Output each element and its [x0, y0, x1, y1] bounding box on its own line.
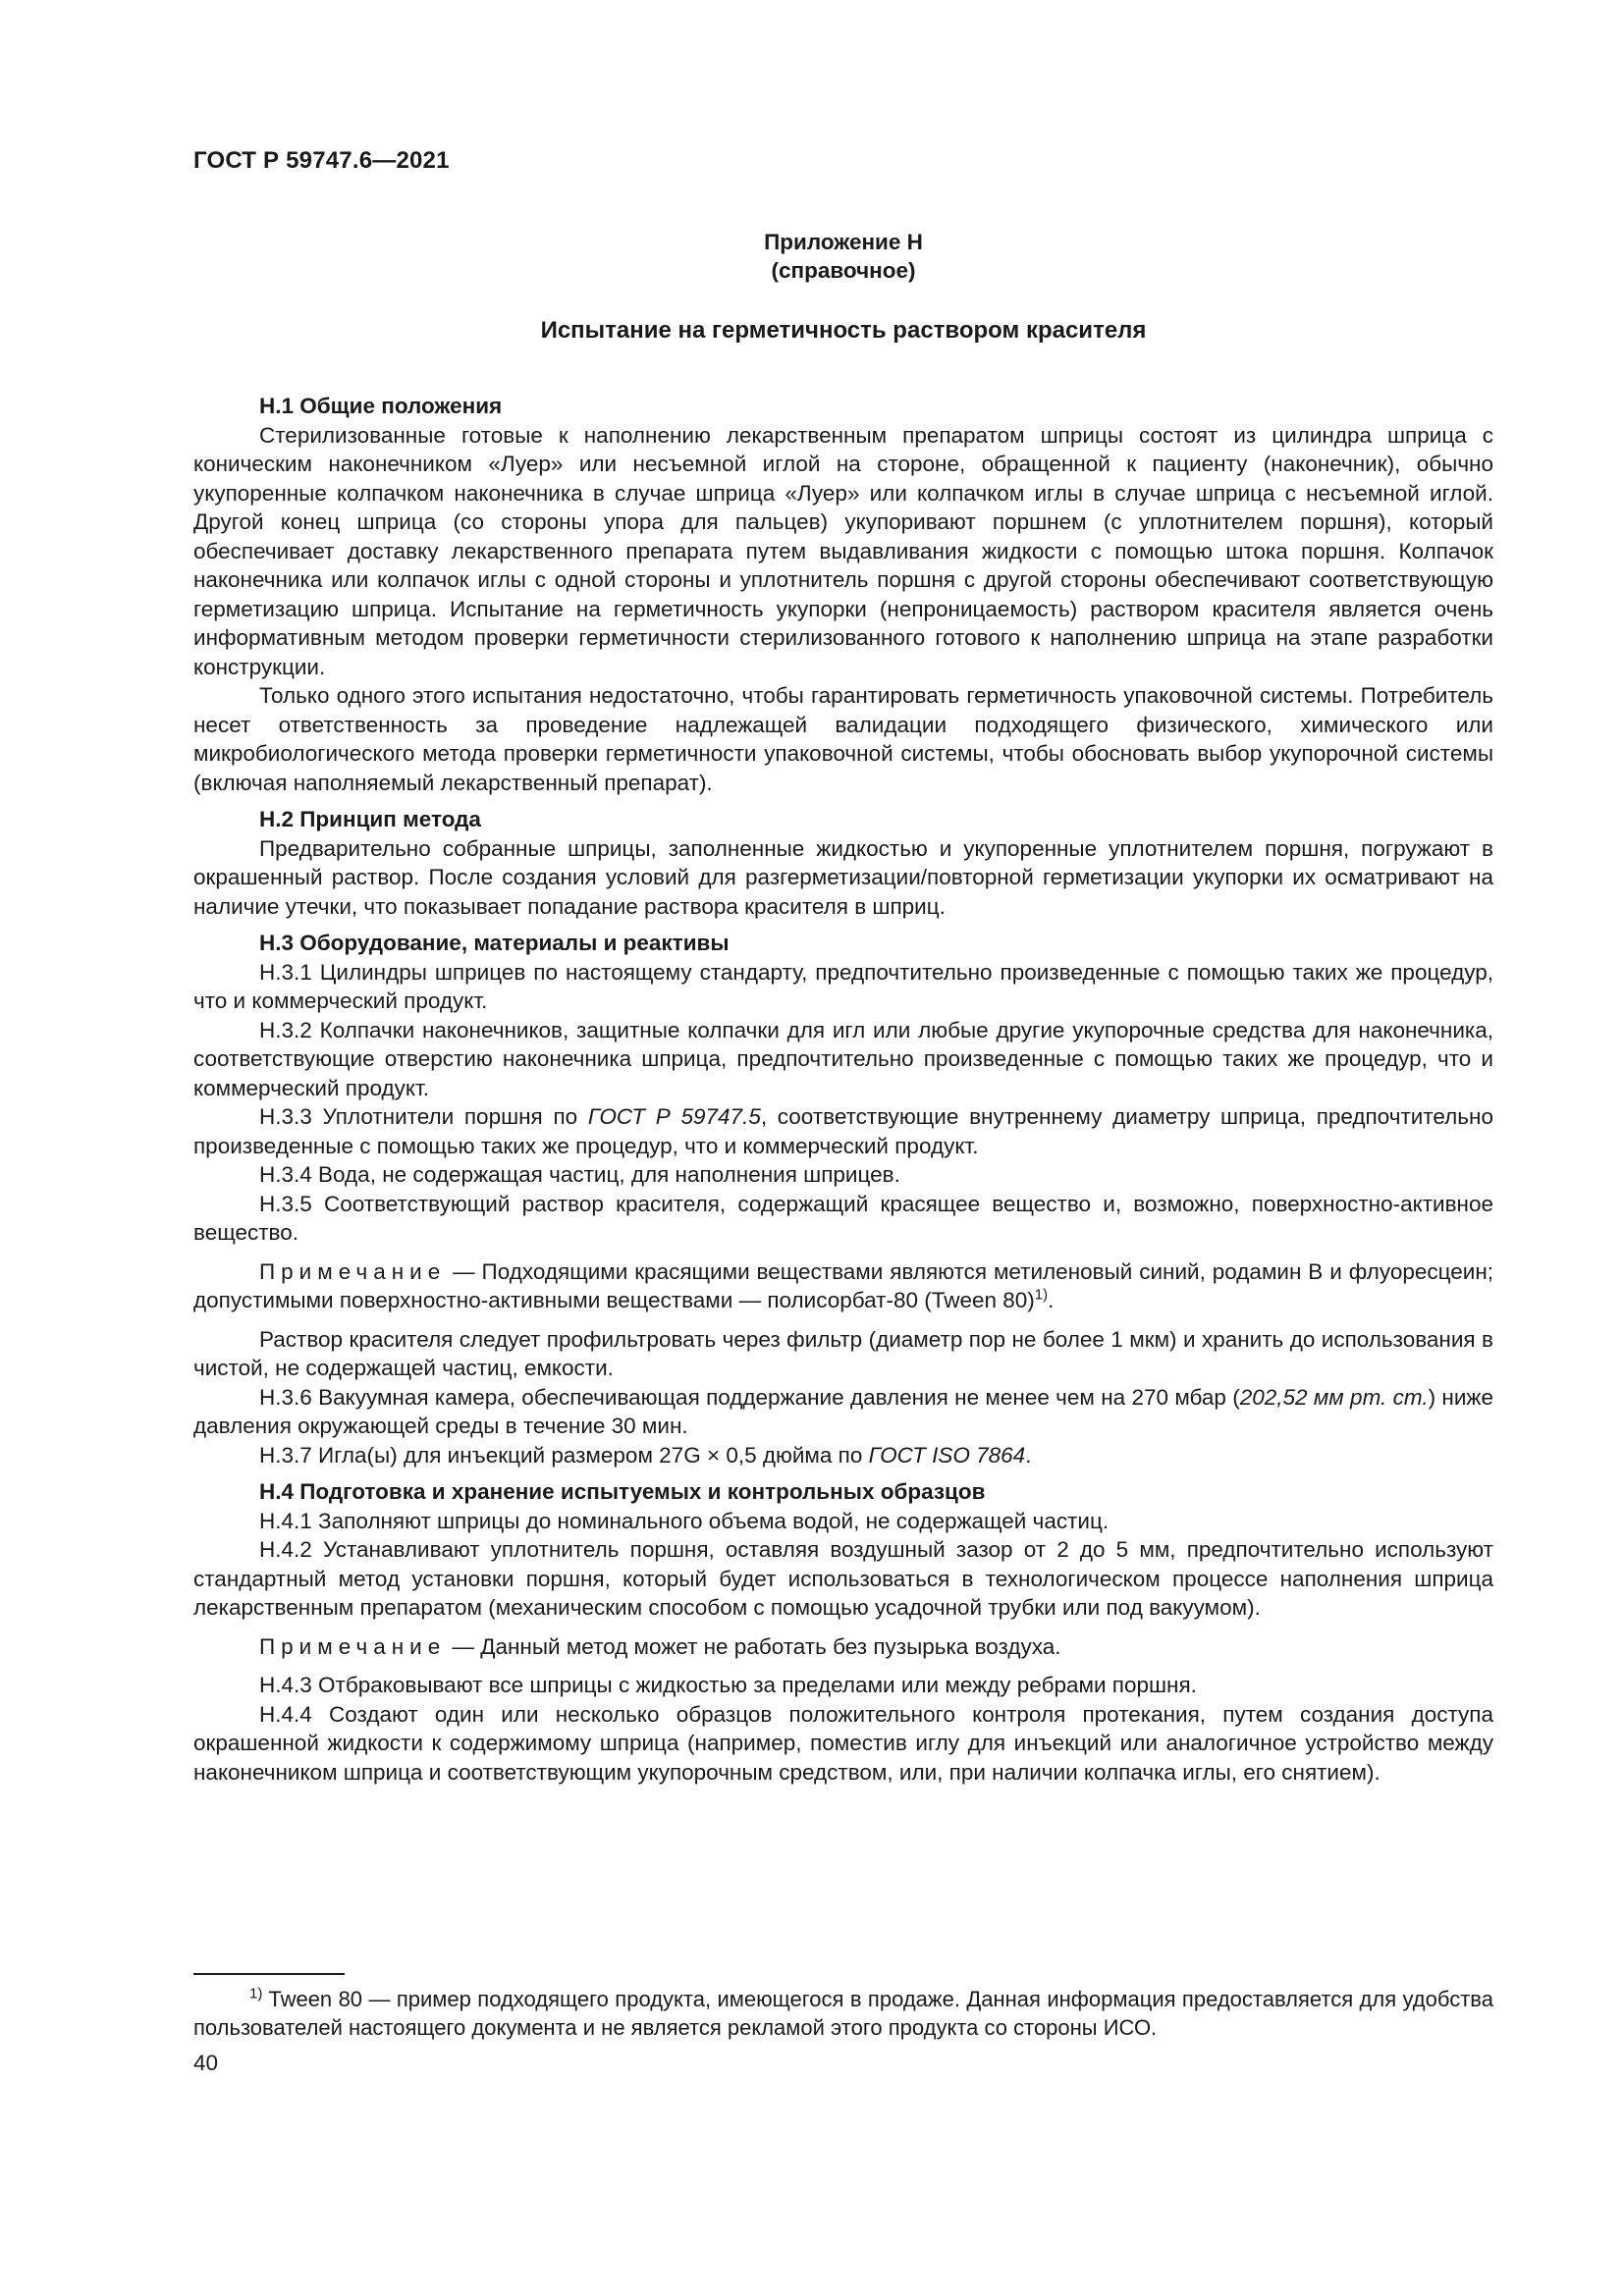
annex-title: Испытание на герметичность раствором красителя [540, 317, 1147, 344]
section-heading-h1: Н.1 Общие положения [259, 394, 503, 418]
clause-item: Н.3.3 Уплотнители поршня по ГОСТ Р 59747.5, соответствующие внутреннему диаметру шприца, предпочтительно произведенные с помощью таких же процедур, что и коммерческий продукт. [193, 1104, 1493, 1158]
clause-item: Н.4.2 Устанавливают уплотнитель поршня, оставляя воздушный зазор от 2 до 5 мм, предпочтительно используют стандартный метод установки поршня, который будет использоваться в технологическом процессе наполнения шприца лекарственным препаратом (механическим способом с помощью усадочной трубки или под вакуумом). [193, 1537, 1493, 1620]
standard-reference: ГОСТ ISO 7864 [868, 1442, 1026, 1468]
clause-item: Н.3.5 Соответствующий раствор красителя, содержащий красящее вещество и, возможно, поверхностно-активное вещество. [193, 1191, 1493, 1245]
pressure-conversion: 202,52 мм рт. ст. [1239, 1384, 1429, 1410]
note: Примечание — Подходящими красящими веществами являются метиленовый синий, родамин В и флуоресцеин; допустимыми поверхностно-активными веществами — полисорбат-80 (Tween 80)$^{1)}$. [193, 1258, 1493, 1312]
clause-item: Н.4.4 Создают один или несколько образцов положительного контроля протекания, путем создания доступа окрашенной жидкости к содержимому шприца (например, поместив иглу для инъекций или аналогичное устройство между наконечником шприца и соответствующим укупорочным средством, или, при наличии колпачка иглы, его снятием). [193, 1701, 1493, 1785]
paragraph: Раствор красителя следует профильтровать через фильтр (диаметр пор не более 1 мкм) и хранить до использования в чистой, не содержащей частиц, емкости. [193, 1326, 1493, 1380]
note-lead: Примечание [259, 1258, 447, 1284]
clause-item: Н.4.3 Отбраковывают все шприцы с жидкостью за пределами или между ребрами поршня. [259, 1673, 1197, 1697]
footnote-divider [193, 1973, 345, 1975]
note: Примечание — Данный метод может не работать без пузырька воздуха. [259, 1633, 1061, 1659]
footnote-text: Tween 80 — пример подходящего продукта, имеющегося в продаже. Данная информация предоставляется для удобства пользователей настоящего документа и не является рекламой этого продукта со стороны ИСО. [193, 1987, 1493, 2040]
annex-header [193, 228, 1493, 285]
clause-item: Н.3.4 Вода, не содержащая частиц, для наполнения шприцев. [259, 1162, 900, 1187]
footnote-marker: 1) [249, 1985, 263, 2002]
paragraph: Стерилизованные готовые к наполнению лекарственным препаратом шприцы состоят из цилиндра шприца с коническим наконечником «Луер» или несъемной иглой на стороне, обращенной к пациенту (наконечник), обычно укупоренные колпачком наконечника в случае шприца «Луер» или колпачком иглы в случае шприца с несъемной иглой. Другой конец шприца (со стороны упора для пальцев) укупоривают поршнем (с уплотнителем поршня), который обеспечивает доставку лекарственного препарата путем выдавливания жидкости с помощью штока поршня. Колпачок наконечника или колпачок иглы с одной стороны и уплотнитель поршня с другой стороны обеспечивают соответствующую герметизацию шприца. Испытание на герметичность укупорки (непроницаемость) раствором красителя является очень информативным методом проверки герметичности стерилизованного готового к наполнению шприца на этапе разработки конструкции. [193, 422, 1493, 679]
annex-type: (справочное) [771, 258, 916, 283]
note-lead: Примечание [259, 1633, 447, 1659]
clause-item: Н.3.6 Вакуумная камера, обеспечивающая поддержание давления не менее чем на 270 мбар (202,52 мм рт. ст.) ниже давления окружающей среды в течение 30 мин. [193, 1384, 1493, 1438]
clause-item: Н.3.7 Игла(ы) для инъекций размером 27G × 0,5 дюйма по ГОСТ ISO 7864. [259, 1442, 1032, 1468]
clause-item: Н.3.2 Колпачки наконечников, защитные колпачки для игл или любые другие укупорочные средства для наконечника, соответствующие отверстию наконечника шприца, предпочтительно произведенные с помощью таких же процедур, что и коммерческий продукт. [193, 1017, 1493, 1100]
paragraph: Только одного этого испытания недостаточно, чтобы гарантировать герметичность упаковочной системы. Потребитель несет ответственность за проведение надлежащей валидации подходящего физического, химического или микробиологического метода проверки герметичности упаковочной системы, чтобы обосновать выбор укупорочной системы (включая наполняемый лекарственный препарат). [193, 683, 1493, 795]
footnote [193, 1985, 1493, 2042]
section-heading-h4: Н.4 Подготовка и хранение испытуемых и контрольных образцов [259, 1479, 986, 1504]
paragraph: Предварительно собранные шприцы, заполненные жидкостью и укупоренные уплотнителем поршня, погружают в окрашенный раствор. После создания условий для разгерметизации/повторной герметизации укупорки их осматривают на наличие утечки, что показывает попадание раствора красителя в шприц. [193, 835, 1493, 919]
annex-label: Приложение Н [764, 230, 923, 254]
footnote-marker: 1) [1034, 1286, 1049, 1304]
section-heading-h2: Н.2 Принцип метода [259, 807, 481, 831]
section-heading-h3: Н.3 Оборудование, материалы и реактивы [259, 931, 730, 955]
standard-reference: ГОСТ Р 59747.5 [587, 1104, 761, 1129]
page-number: 40 [193, 2051, 219, 2075]
clause-item: Н.3.1 Цилиндры шприцев по настоящему стандарту, предпочтительно произведенные с помощью таких же процедур, что и коммерческий продукт. [193, 959, 1493, 1013]
standard-code: ГОСТ Р 59747.6—2021 [193, 147, 450, 174]
clause-item: Н.4.1 Заполняют шприцы до номинального объема водой, не содержащей частиц. [259, 1508, 1110, 1533]
body-text [193, 392, 1493, 1787]
